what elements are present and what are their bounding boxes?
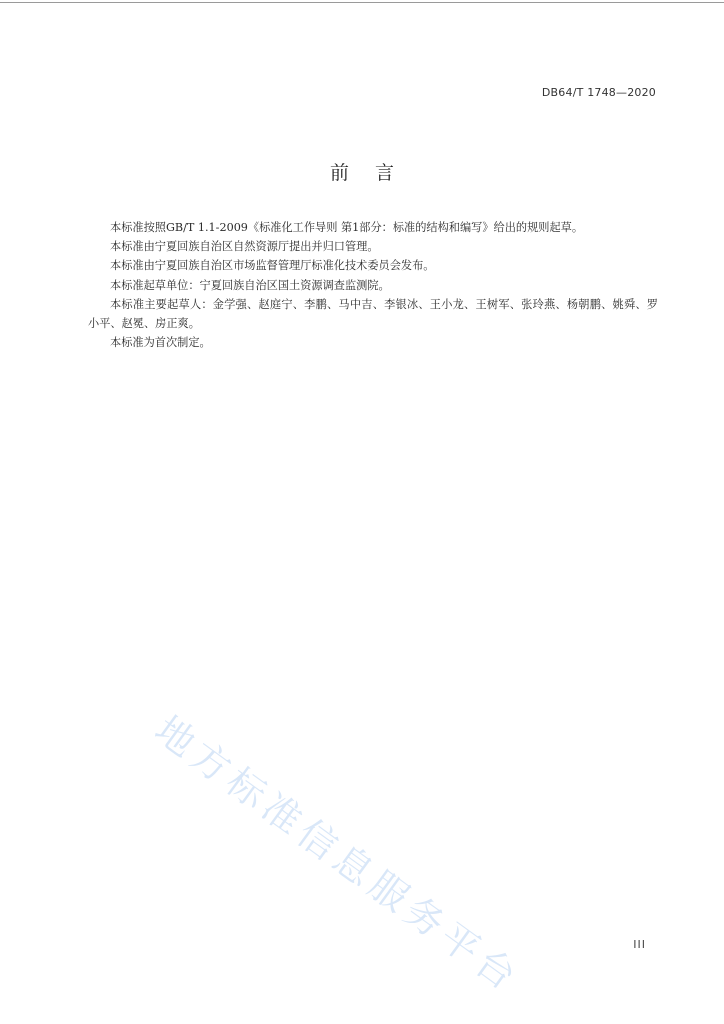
page-number: III: [633, 938, 646, 951]
paragraph-drafting-rules: 本标准按照GB/T 1.1-2009《标准化工作导则 第1部分：标准的结构和编写》给出的规则起草。: [110, 221, 584, 234]
document-code: DB64/T 1748—2020: [541, 86, 656, 99]
paragraph-first-edition: 本标准为首次制定。: [110, 336, 211, 350]
paragraph-publisher: 本标准由宁夏回族自治区市场监督管理厅标准化技术委员会发布。: [110, 259, 435, 273]
paragraph-drafters: 本标准主要起草人：金学强、赵庭宁、李鹏、马中吉、李银冰、王小龙、王树军、张玲燕、杨朝鹏、姚舜、罗小平、赵冕、房正爽。: [88, 297, 658, 331]
watermark-text: 地方标准信息服务平台: [146, 707, 529, 1002]
paragraph-proposer: 本标准由宁夏回族自治区自然资源厅提出并归口管理。: [110, 240, 379, 254]
paragraph-drafting-unit: 本标准起草单位：宁夏回族自治区国土资源调查监测院。: [110, 278, 390, 292]
top-border-line: [0, 2, 724, 3]
foreword-body: [88, 218, 658, 352]
page-title: 前言: [329, 162, 420, 184]
